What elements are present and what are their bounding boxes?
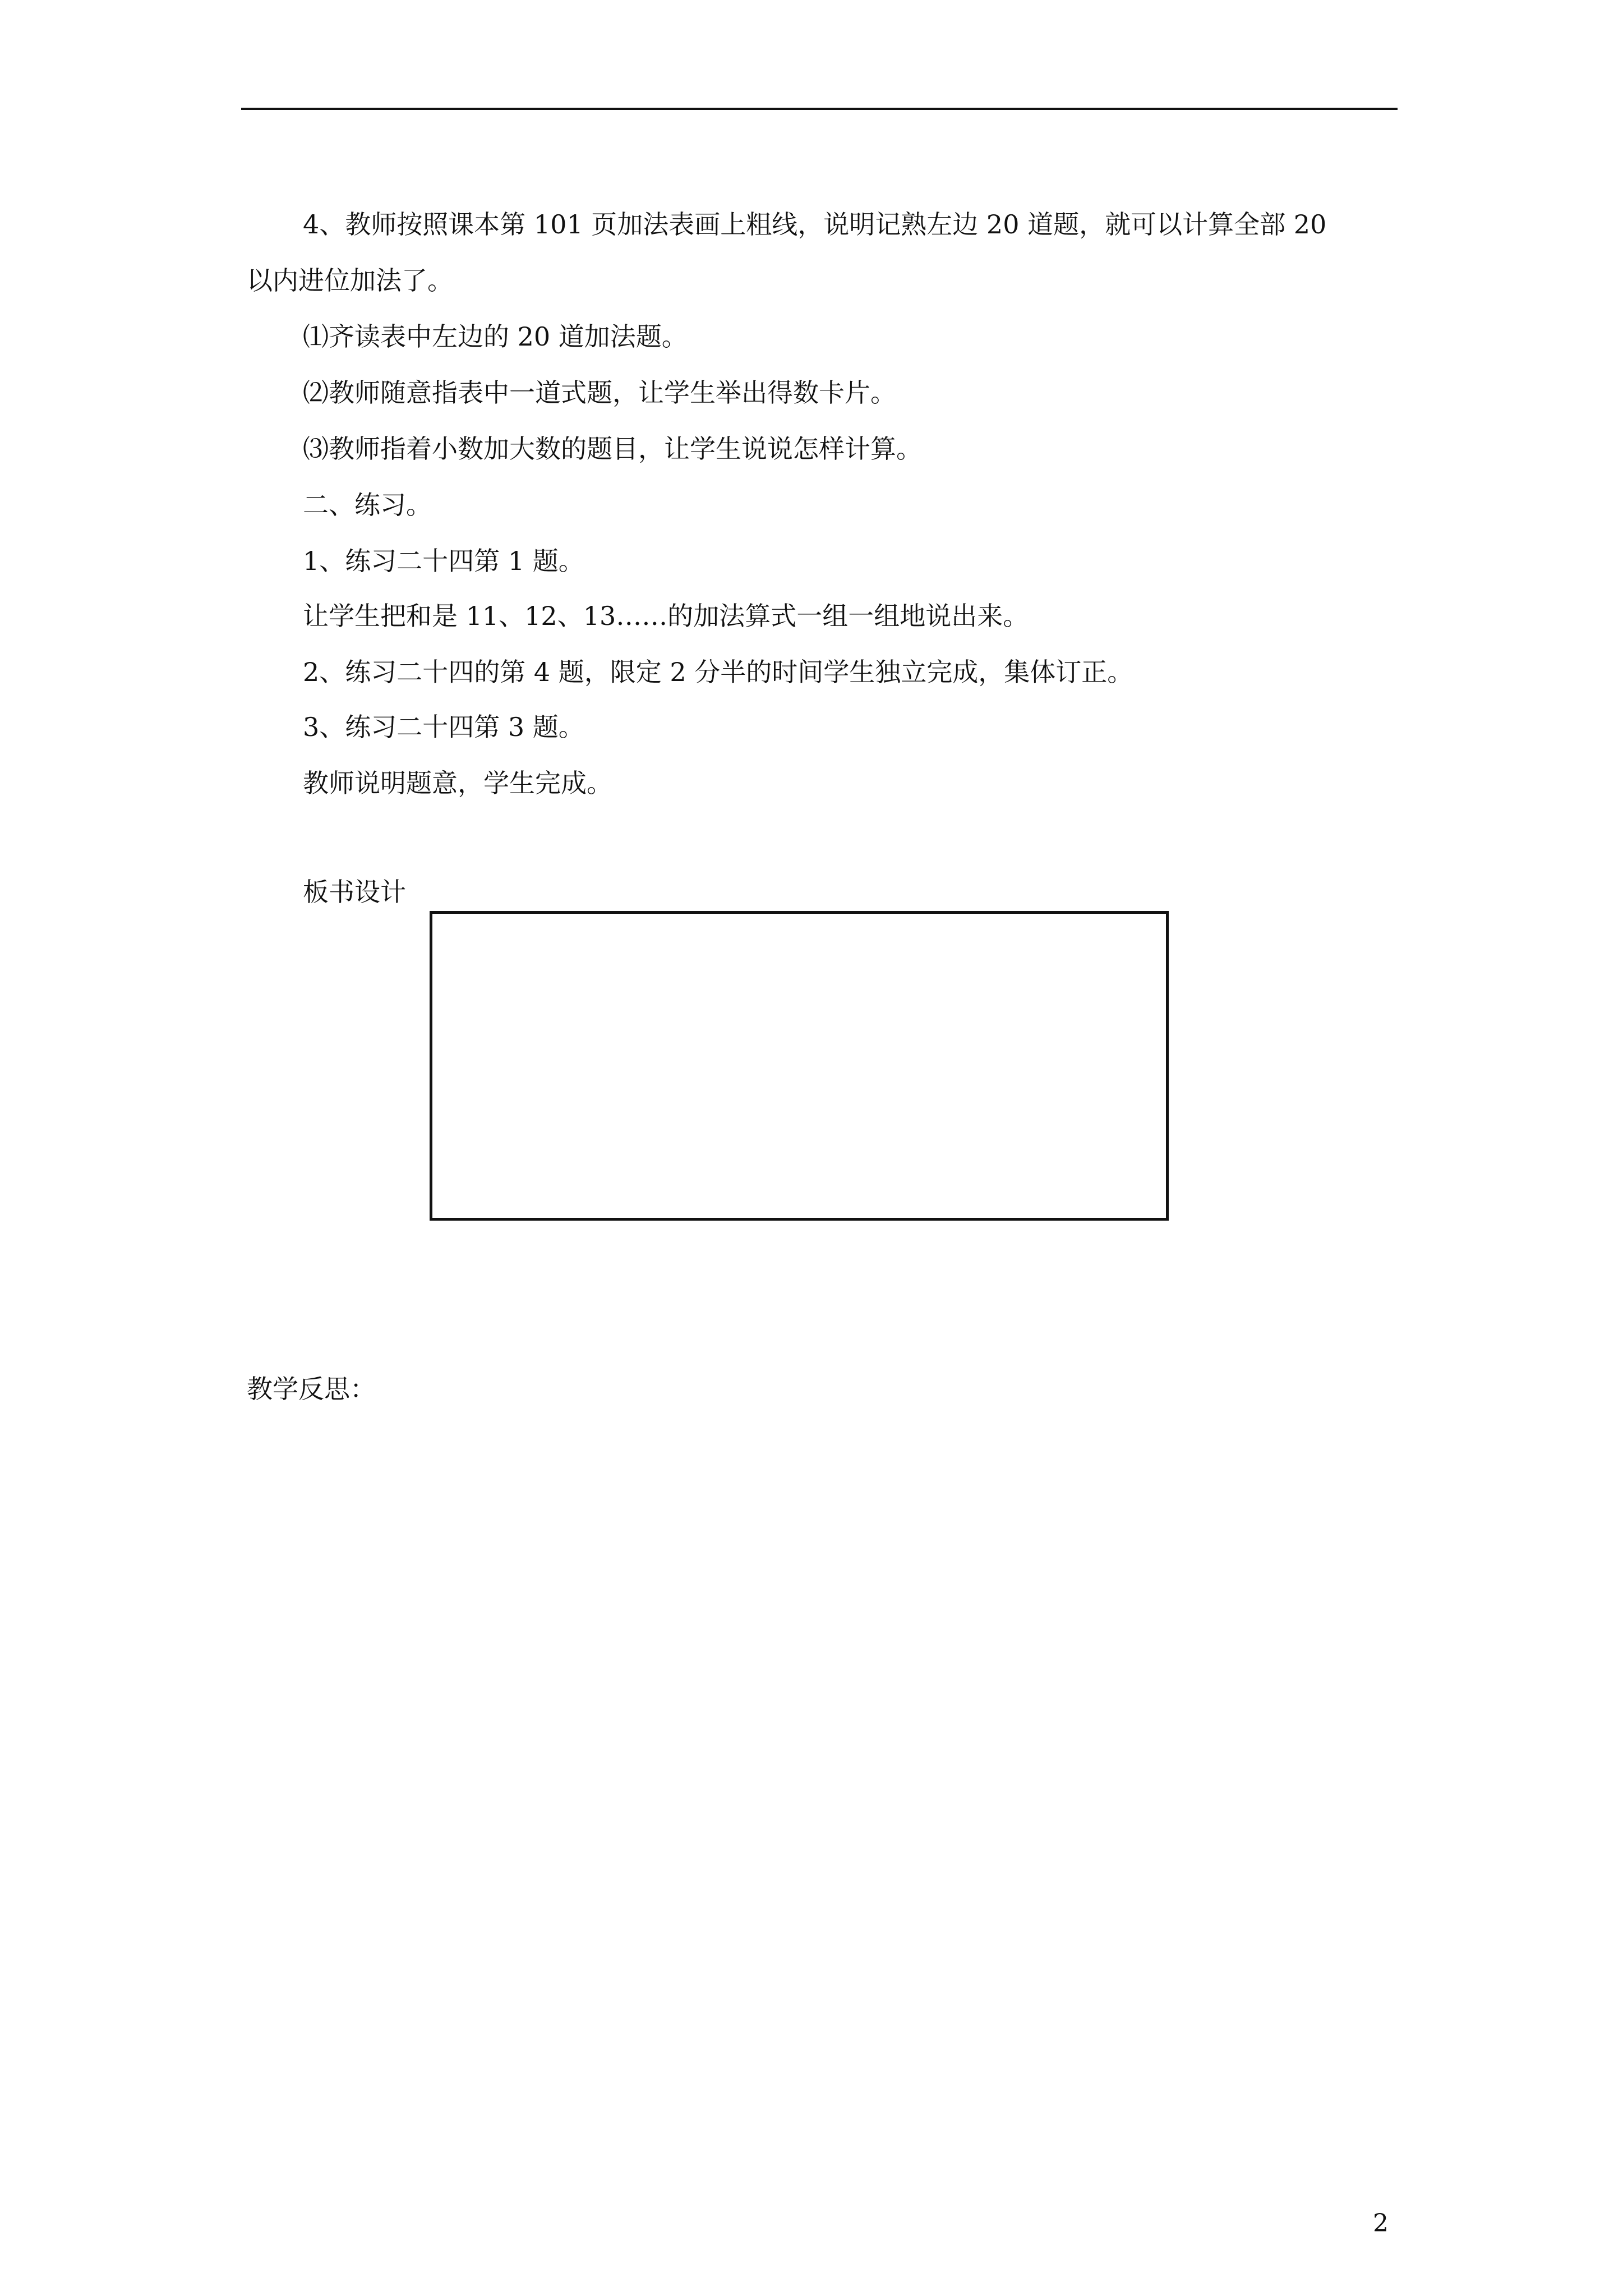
paragraph-step4-line2: 以内进位加法了。: [247, 265, 453, 296]
page-number: 2: [1373, 2209, 1389, 2238]
exercise-3-detail: 教师说明题意，学生完成。: [303, 768, 612, 798]
list-item-2: ⑵教师随意指表中一道式题，让学生举出得数卡片。: [303, 378, 896, 408]
header-rule: [241, 108, 1398, 110]
list-item-3: ⑶教师指着小数加大数的题目，让学生说说怎样计算。: [303, 434, 922, 464]
exercise-1-detail: 让学生把和是 11、12、13……的加法算式一组一组地说出来。: [303, 601, 1029, 631]
exercise-2: 2、练习二十四的第 4 题，限定 2 分半的时间学生独立完成，集体订正。: [303, 657, 1133, 687]
board-design-box: [430, 911, 1169, 1221]
paragraph-step4-line1: 4、教师按照课本第 101 页加法表画上粗线，说明记熟左边 20 道题，就可以计算全部 20: [303, 209, 1327, 240]
teaching-reflection-label: 教学反思：: [247, 1374, 376, 1404]
exercise-1: 1、练习二十四第 1 题。: [303, 546, 584, 576]
section-heading-practice: 二、练习。: [303, 490, 432, 520]
board-design-label: 板书设计: [303, 877, 406, 907]
list-item-1: ⑴齐读表中左边的 20 道加法题。: [303, 321, 688, 352]
exercise-3: 3、练习二十四第 3 题。: [303, 712, 584, 742]
